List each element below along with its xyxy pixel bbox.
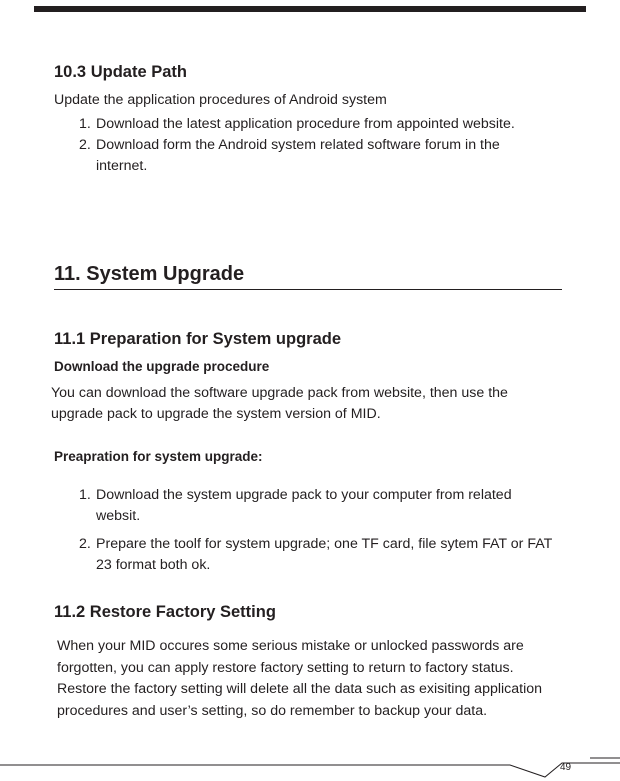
list-item <box>79 114 549 135</box>
list-item-text: Download form the Android system related software forum in the internet. <box>96 137 500 174</box>
section-11-2-title: 11.2 Restore Factory Setting <box>54 603 276 621</box>
list-item-number: 1. <box>79 116 91 132</box>
preparation-list <box>79 485 554 576</box>
footer-decoration <box>0 755 620 781</box>
restore-paragraph: When your MID occures some serious mistake or unlocked passwords are forgotten, you can apply restore factory setting to return to factory status. Restore the factory setting will delete all the data such as exisiting application procedures and user’s setting, so do remember to backup your data. <box>57 638 543 719</box>
section-divider <box>54 289 562 290</box>
list-item <box>79 135 529 177</box>
download-paragraph: You can download the software upgrade pack from website, then use the upgrade pack to upgrade the system version of MID. <box>51 385 508 422</box>
list-item-number: 2. <box>79 536 91 552</box>
list-item-text: Prepare the toolf for system upgrade; one TF card, file sytem FAT or FAT 23 format both ok. <box>96 536 553 573</box>
list-item <box>79 485 544 527</box>
section-11-1-title: 11.1 Preparation for System upgrade <box>54 330 342 348</box>
header-bar <box>34 6 586 12</box>
list-item <box>79 534 554 576</box>
section-11-title: 11. System Upgrade <box>54 263 245 285</box>
list-item-number: 2. <box>79 137 91 153</box>
section-10-3-list <box>79 114 549 177</box>
list-item-text: Download the system upgrade pack to your computer from related websit. <box>96 487 512 524</box>
preparation-subheading: Preapration for system upgrade: <box>54 449 263 464</box>
download-subheading: Download the upgrade procedure <box>54 359 270 374</box>
page-number: 49 <box>560 762 572 773</box>
section-10-3-title: 10.3 Update Path <box>54 63 187 81</box>
section-10-3-intro: Update the application procedures of Android system <box>54 92 387 108</box>
list-item-text: Download the latest application procedure from appointed website. <box>96 116 515 132</box>
list-item-number: 1. <box>79 487 91 503</box>
